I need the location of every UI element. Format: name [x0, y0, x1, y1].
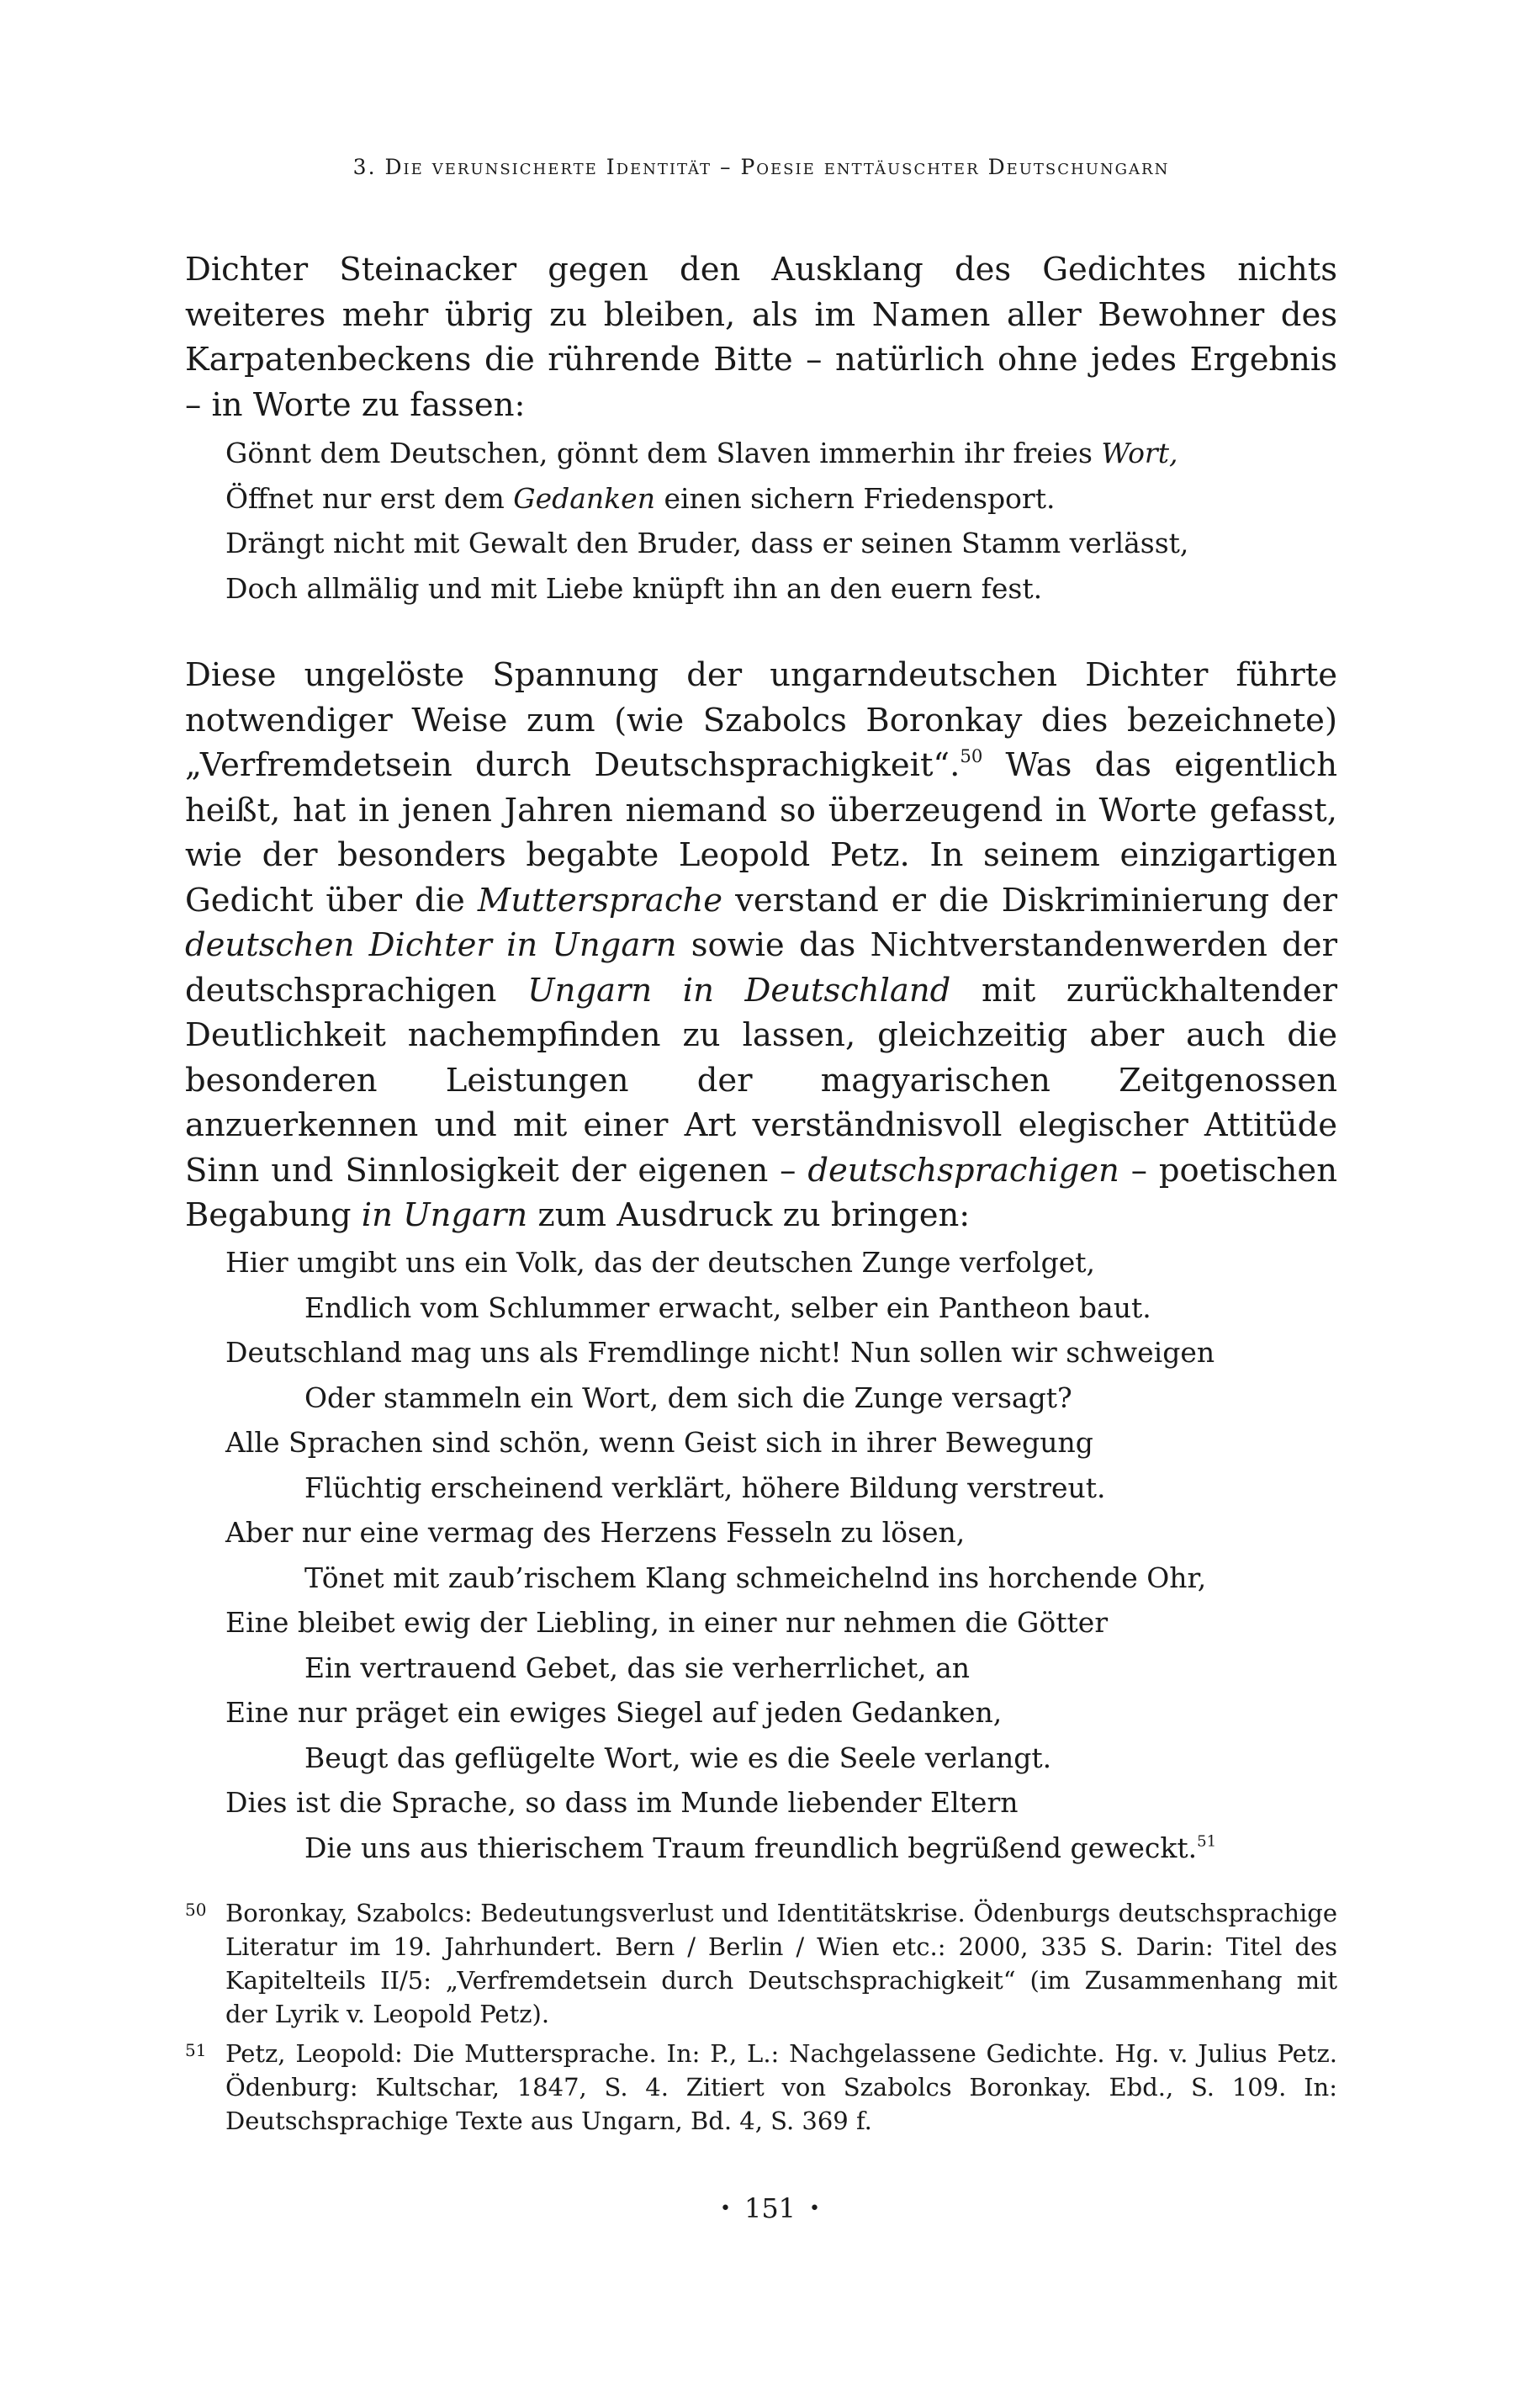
emphasis-text: Ungarn in Deutschland	[527, 971, 951, 1010]
text-run: Dichter Steinacker gegen den Ausklang des Gedichtes nichts weiteres mehr übrig zu bleiben, als im Namen aller Bewohner des Karpatenbeckens die rührende Bitte – natürlich ohne jedes Ergebnis – in Worte zu fassen:	[185, 251, 1337, 424]
verse-quote-2	[225, 1240, 1319, 1870]
text-run: Tönet mit zaub’rischem Klang schmeichelnd ins horchende Ohr,	[304, 1561, 1207, 1594]
footnote-ref: 51	[1197, 1831, 1217, 1850]
verse-line	[225, 1465, 1319, 1511]
text-run: Die uns aus thierischem Traum freundlich begrüßend geweckt.	[304, 1831, 1198, 1864]
verse-line	[225, 566, 1319, 612]
emphasis-text: Gedanken	[513, 481, 655, 515]
verse-line	[225, 1510, 1319, 1556]
verse-line	[225, 431, 1319, 476]
text-run: mit zurückhaltender Deutlichkeit nachempfinden zu lassen, gleichzeitig aber auch die besonderen Leistungen der magyarischen Zeitgenossen anzuerkennen und mit einer Art verständnisvoll elegischer Attitüde Sinn und Sinnlosigkeit der eigenen –	[185, 971, 1338, 1190]
verse-line	[225, 1600, 1319, 1646]
verse-line	[225, 1646, 1319, 1691]
text-run: zum Ausdruck zu bringen:	[527, 1196, 971, 1234]
emphasis-text: Muttersprache	[477, 881, 723, 920]
emphasis-text: Wort,	[1101, 437, 1178, 469]
verse-line	[225, 1420, 1319, 1465]
text-run: Alle Sprachen sind schön, wenn Geist sich in ihrer Bewegung	[225, 1426, 1093, 1459]
page-folio	[0, 2192, 1540, 2224]
text-run: einen sichern Friedensport.	[654, 481, 1056, 515]
running-head: 3. Die verunsicherte Identität – Poesie enttäuschter Deutschungarn	[352, 155, 1170, 179]
text-run: Drängt nicht mit Gewalt den Bruder, dass er seinen Stamm verlässt,	[225, 527, 1189, 559]
text-run: Aber nur eine vermag des Herzens Fesseln zu lösen,	[225, 1516, 966, 1549]
footnote-51	[185, 2037, 1337, 2138]
body-paragraph-1	[185, 247, 1337, 427]
verse-line	[225, 1690, 1319, 1736]
text-run: Diese ungelöste Spannung der ungarndeutschen Dichter führte notwendiger Weise zum (wie Szabolcs Boronkay dies bezeichnete) „Verfremdetsein durch Deutschsprachigkeit“.	[185, 656, 1337, 784]
verse-line	[225, 1826, 1319, 1871]
text-run: – poetischen Begabung	[185, 1151, 1337, 1234]
text-run: Ein vertrauend Gebet, das sie verherrlichet, an	[304, 1651, 971, 1684]
page-number: 151	[744, 2192, 796, 2224]
verse-line	[225, 1736, 1319, 1781]
text-run: sowie das Nichtverstandenwerden der deutschsprachigen	[185, 926, 1337, 1010]
verse-line	[225, 1375, 1319, 1421]
text-run: verstand er die Diskriminierung der	[722, 881, 1337, 920]
emphasis-text: deutschsprachigen	[807, 1151, 1119, 1190]
footnote-ref: 50	[960, 745, 983, 767]
verse-line	[225, 1285, 1319, 1331]
footnote-number: 51	[185, 2040, 207, 2060]
text-run: Hier umgibt uns ein Volk, das der deutschen Zunge verfolget,	[225, 1246, 1096, 1279]
verse-line	[225, 1240, 1319, 1285]
text-run: Eine bleibet ewig der Liebling, in einer nur nehmen die Götter	[225, 1606, 1109, 1639]
text-run: Flüchtig erscheinend verklärt, höhere Bildung verstreut.	[304, 1471, 1106, 1504]
footnotes	[185, 1896, 1337, 2144]
text-run: Dies ist die Sprache, so dass im Munde liebender Eltern	[225, 1786, 1019, 1819]
text-run: Endlich vom Schlummer erwacht, selber ein Pantheon baut.	[304, 1291, 1151, 1324]
emphasis-text: deutschen Dichter in Ungarn	[185, 926, 677, 964]
verse-quote-1	[225, 431, 1319, 611]
footnote-text: Boronkay, Szabolcs: Bedeutungsverlust und Identitätskrise. Ödenburgs deutschsprachige Literatur im 19. Jahrhundert. Bern / Berlin / Wien etc.: 2000, 335 S. Darin: Titel des Kapitelteils II/5: „Verfremdetsein durch Deutschsprachigkeit“ (im Zusammenhang mit der Lyrik v. Leopold Petz).	[225, 1899, 1337, 2028]
text-run: Doch allmälig und mit Liebe knüpft ihn an den euern fest.	[225, 571, 1043, 605]
body-paragraph-2	[185, 653, 1337, 1238]
verse-line	[225, 1780, 1319, 1826]
text-run: Was das eigentlich heißt, hat in jenen Jahren niemand so überzeugend in Worte gefasst, wie der besonders begabte Leopold Petz. In seinem einzigartigen Gedicht über die	[185, 746, 1337, 920]
verse-line	[225, 476, 1319, 522]
footnote-number: 50	[185, 1900, 207, 1920]
text-run: Beugt das geflügelte Wort, wie es die Seele verlangt.	[304, 1741, 1052, 1774]
text-run: Öffnet nur erst dem	[225, 481, 514, 515]
text-run: Deutschland mag uns als Fremdlinge nicht! Nun sollen wir schweigen	[225, 1336, 1215, 1369]
emphasis-text: in Ungarn	[361, 1196, 528, 1234]
text-run: Eine nur präget ein ewiges Siegel auf jeden Gedanken,	[225, 1696, 1003, 1729]
verse-line	[225, 1556, 1319, 1601]
text-run: Gönnt dem Deutschen, gönnt dem Slaven immerhin ihr freies	[225, 437, 1102, 469]
text-run: Oder stammeln ein Wort, dem sich die Zunge versagt?	[304, 1381, 1072, 1414]
folio-ornament-right: •	[809, 2198, 821, 2219]
verse-line	[225, 1330, 1319, 1375]
footnote-50	[185, 1896, 1337, 2031]
verse-line	[225, 521, 1319, 566]
folio-ornament-left: •	[719, 2198, 731, 2219]
footnote-text: Petz, Leopold: Die Muttersprache. In: P., L.: Nachgelassene Gedichte. Hg. v. Julius Petz. Ödenburg: Kultschar, 1847, S. 4. Zitiert von Szabolcs Boronkay. Ebd., S. 109. In: Deutschsprachige Texte aus Ungarn, Bd. 4, S. 369 f.	[225, 2039, 1337, 2135]
